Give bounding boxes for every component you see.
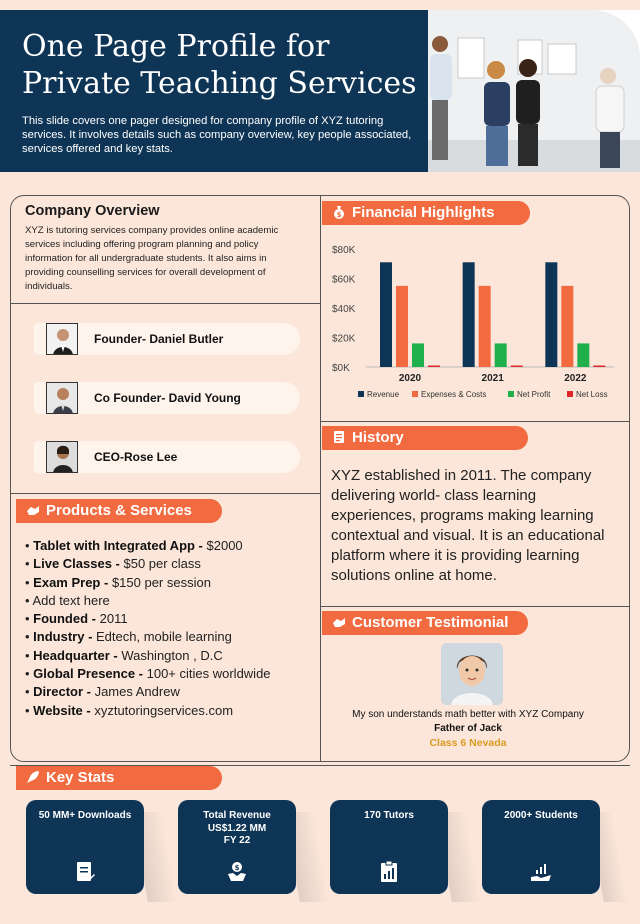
person-card-founder xyxy=(34,323,300,355)
list-item: • Tablet with Integrated App - $2000 xyxy=(25,537,310,555)
stat-label: 2000+ Students xyxy=(504,810,578,821)
stat-card-tutors xyxy=(330,800,448,894)
stat-value: US$1.22 MM xyxy=(207,822,267,834)
bar-revenue-2021 xyxy=(463,262,475,367)
stat-label: 50 MM+ Downloads xyxy=(38,810,132,821)
money-bag-icon xyxy=(332,205,346,219)
stat-card-revenue xyxy=(178,800,296,894)
bar-net-profit-2021 xyxy=(495,343,507,367)
title-line-2: Private Teaching Services xyxy=(22,66,417,101)
page-title xyxy=(22,28,422,102)
financial-highlights-title: Financial Highlights xyxy=(352,204,495,221)
legend-swatch xyxy=(567,391,573,397)
bar-net-profit-2020 xyxy=(412,343,424,367)
list-item: • Industry - Edtech, mobile learning xyxy=(25,628,310,646)
history-text: XYZ established in 2011. The company delivering world- class learning experiences, programs making learning contextual and visual. It is an educational platform where it is providing learning solutions online at home. xyxy=(331,467,605,584)
history-divider xyxy=(320,606,630,607)
financial-highlights-header xyxy=(322,201,530,225)
document-icon xyxy=(332,430,346,444)
header-banner xyxy=(0,10,640,172)
bar-expenses-costs-2020 xyxy=(396,286,408,367)
legend-label: Net Loss xyxy=(576,390,608,399)
x-tick-label: 2022 xyxy=(564,373,587,384)
person-avatar-icon xyxy=(46,441,78,473)
testimonial-class: Class 6 Nevada xyxy=(429,737,507,749)
list-item: • Exam Prep - $150 per session xyxy=(25,574,310,592)
person-name: CEO-Rose Lee xyxy=(94,450,178,464)
overview-divider xyxy=(10,303,320,304)
list-item: • Website - xyztutoringservices.com xyxy=(25,702,310,720)
x-tick-label: 2021 xyxy=(481,373,504,384)
person-name: Founder- Daniel Butler xyxy=(94,332,224,346)
bar-net-loss-2021 xyxy=(511,366,523,367)
bar-net-profit-2022 xyxy=(577,343,589,367)
company-overview-title: Company Overview xyxy=(25,203,160,219)
person-avatar-icon xyxy=(46,382,78,414)
list-item: • Director - James Andrew xyxy=(25,683,310,701)
bar-net-loss-2022 xyxy=(593,366,605,367)
testimonial-quote: My son understands math better with XYZ Company xyxy=(352,709,584,720)
legend-label: Net Profit xyxy=(517,390,551,399)
list-item: • Global Presence - 100+ cities worldwide xyxy=(25,665,310,683)
title-line-1: One Page Profile for xyxy=(22,29,330,64)
legend-label: Expenses & Costs xyxy=(421,390,487,399)
company-overview-text: XYZ is tutoring services company provides online academic services including offering program planning and policy information for all undergraduate students. It also aims in providing counselling services for overall development of individuals. xyxy=(25,225,279,292)
legend-label: Revenue xyxy=(367,390,400,399)
bar-expenses-costs-2021 xyxy=(479,286,491,367)
stat-card-downloads xyxy=(26,800,144,894)
svg-text:$: $ xyxy=(336,211,342,219)
person-card-ceo xyxy=(34,441,300,473)
products-services-title: Products & Services xyxy=(46,502,192,519)
svg-text:$: $ xyxy=(234,864,240,872)
testimonial-title: Customer Testimonial xyxy=(352,614,509,631)
financial-bar-chart xyxy=(322,235,622,405)
history-title: History xyxy=(352,429,404,446)
key-stats-header xyxy=(16,766,222,790)
stat-card-students xyxy=(482,800,600,894)
legend-swatch xyxy=(358,391,364,397)
y-tick-label: $0K xyxy=(332,363,350,374)
list-item: • Headquarter - Washington , D.C xyxy=(25,647,310,665)
bar-revenue-2022 xyxy=(545,262,557,367)
clipboard-chart-icon xyxy=(377,860,401,884)
list-item: • Add text here xyxy=(25,592,310,610)
person-name: Co Founder- David Young xyxy=(94,391,241,405)
hand-money-icon xyxy=(225,860,249,884)
testimonial-header xyxy=(322,611,528,635)
legend-swatch xyxy=(508,391,514,397)
person-avatar-icon xyxy=(46,323,78,355)
growth-hand-icon xyxy=(529,860,553,884)
stat-label: Total Revenue xyxy=(203,810,271,821)
hand-icon xyxy=(332,615,346,629)
key-stats-title: Key Stats xyxy=(46,769,115,786)
history-header xyxy=(322,426,528,450)
stat-label: 170 Tutors xyxy=(364,810,414,821)
x-tick-label: 2020 xyxy=(398,373,422,384)
column-divider xyxy=(320,195,321,762)
legend-swatch xyxy=(412,391,418,397)
list-item: • Live Classes - $50 per class xyxy=(25,555,310,573)
header-team-photo xyxy=(428,10,640,172)
y-tick-label: $20K xyxy=(332,333,356,345)
chart-divider xyxy=(320,421,630,422)
rocket-icon xyxy=(26,770,40,784)
header-title-panel xyxy=(0,10,428,172)
bar-net-loss-2020 xyxy=(428,366,440,367)
bar-revenue-2020 xyxy=(380,262,392,367)
people-divider xyxy=(10,493,320,494)
document-edit-icon xyxy=(73,860,97,884)
customer-photo xyxy=(441,643,503,705)
y-tick-label: $60K xyxy=(332,274,356,286)
hand-icon xyxy=(26,503,40,517)
products-list xyxy=(25,537,310,720)
bar-expenses-costs-2022 xyxy=(561,286,573,367)
testimonial-author: Father of Jack xyxy=(434,723,502,734)
list-item: • Founded - 2011 xyxy=(25,610,310,628)
stat-period: FY 22 xyxy=(223,835,251,846)
products-services-header xyxy=(16,499,222,523)
y-tick-label: $80K xyxy=(332,245,356,256)
person-card-cofounder xyxy=(34,382,300,414)
page-subtitle: This slide covers one pager designed for company profile of XYZ tutoring services. It involves details such as company overview, key people associated, services offered and key stats. xyxy=(22,115,412,155)
y-tick-label: $40K xyxy=(332,304,356,315)
